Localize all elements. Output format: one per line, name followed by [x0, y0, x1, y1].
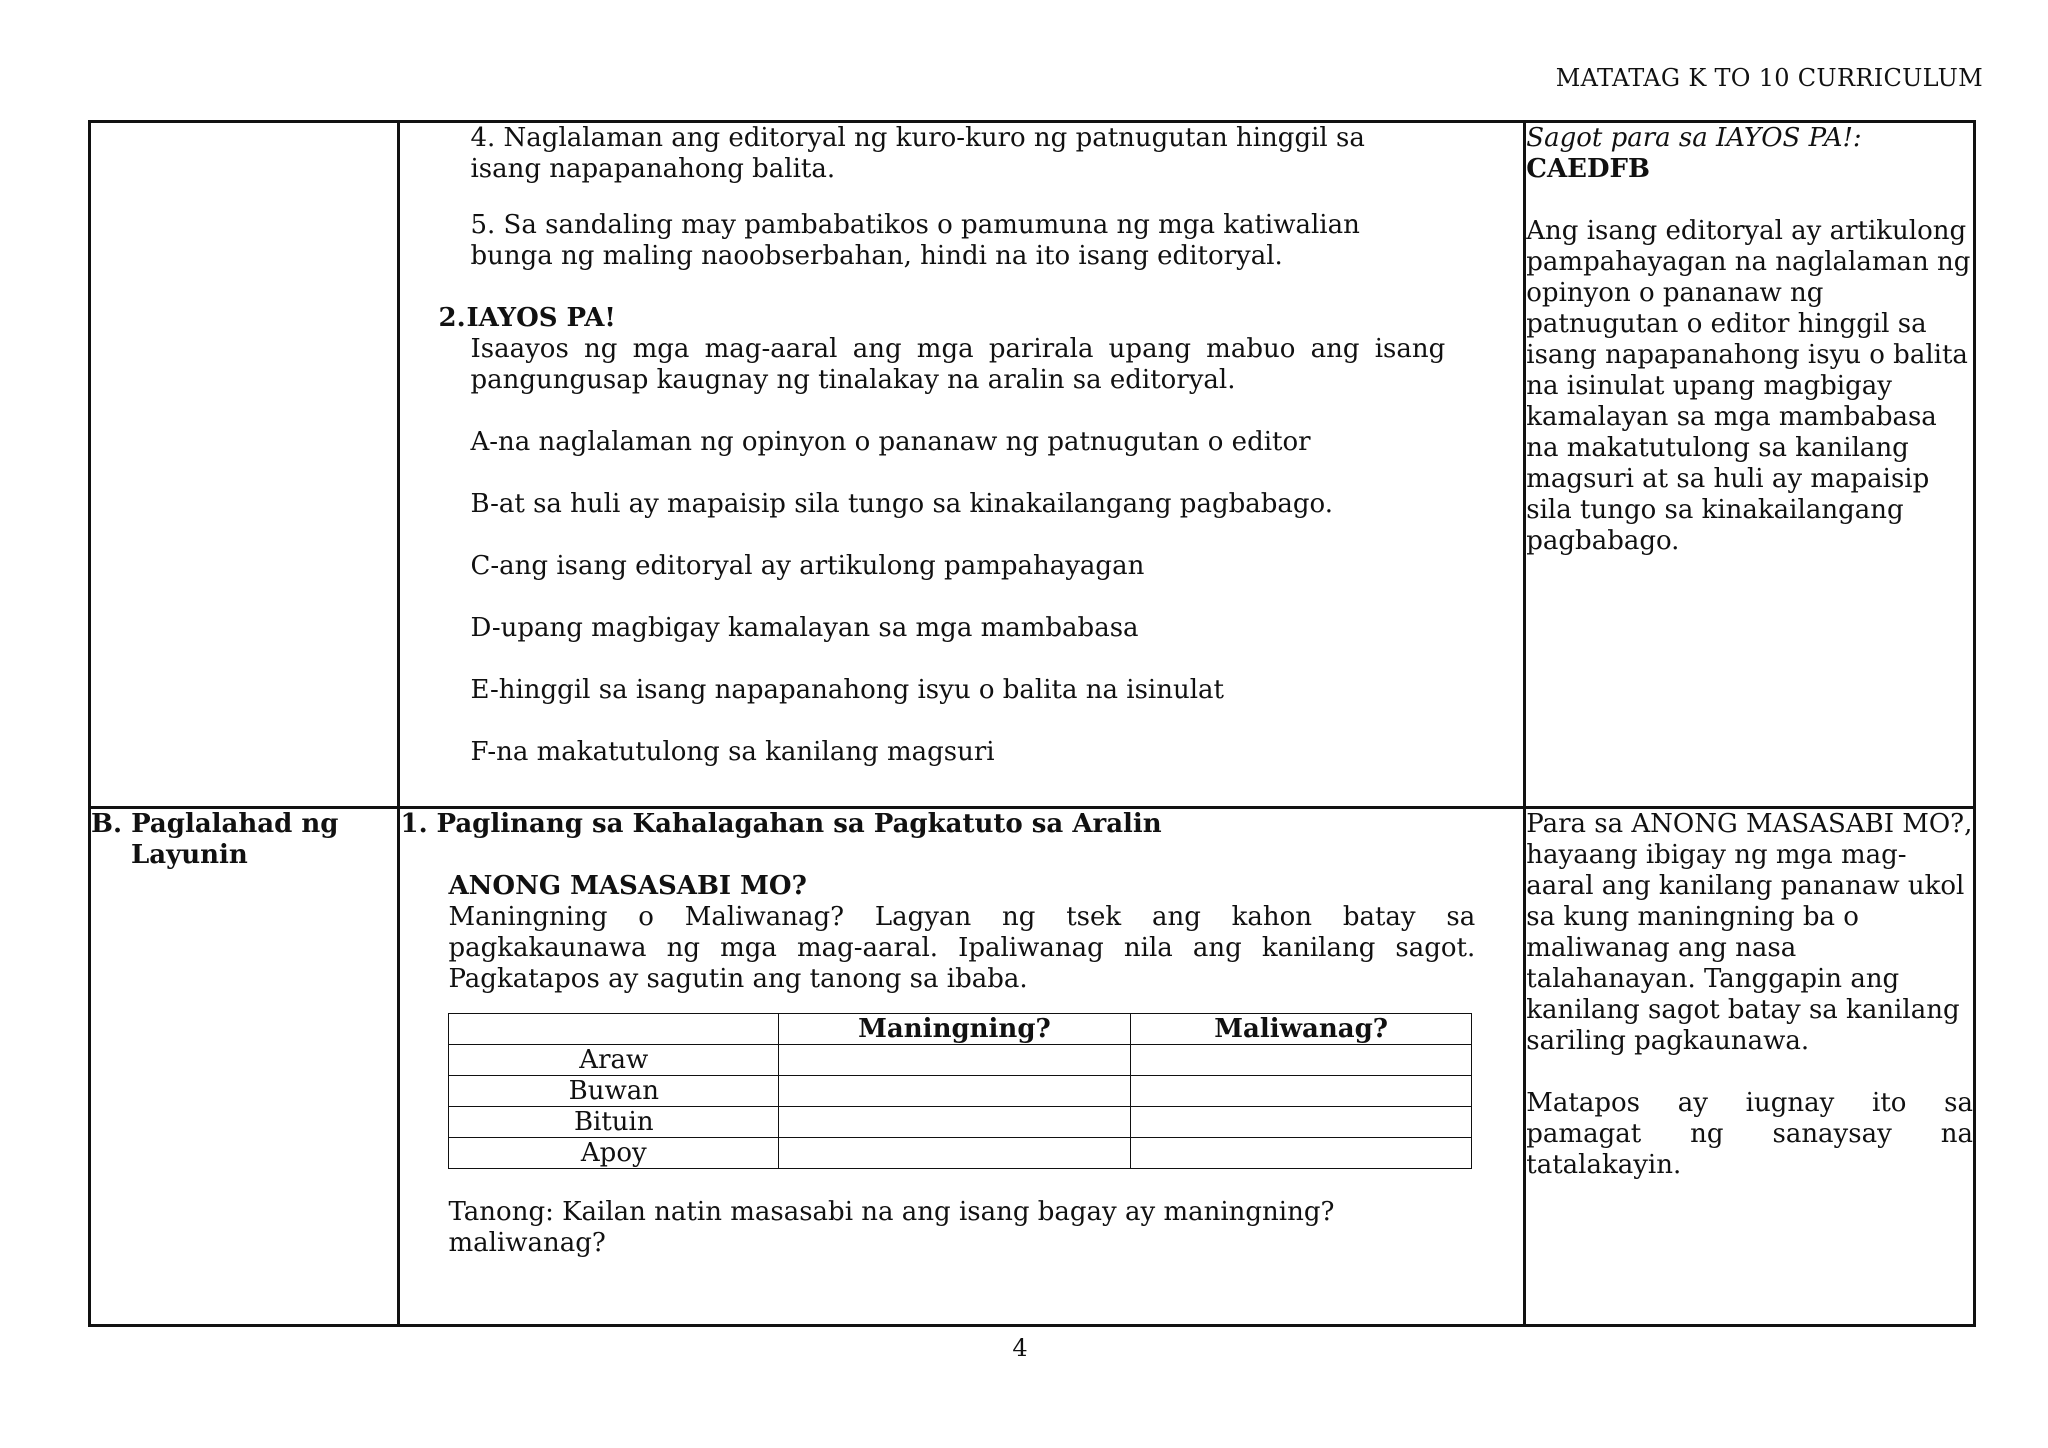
answer-explanation: Ang isang editoryal ay artikulong pampahayagan na naglalaman ng opinyon o pananaw ng patnugutan o editor hinggil sa isang napapanahong isyu o balita na isinulat upang magbigay kamalayan sa mga mambabasa na makatutulong sa kanilang magsuri at sa huli ay mapaisip sila tungo sa kinakailangang pagbabago.: [1526, 216, 1971, 556]
teacher-note: Para sa ANONG MASASABI MO?, hayaang ibigay ng mga mag-aaral ang kanilang pananaw ukol sa kung maningning ba o maliwanag ang nasa talahanayan. Tanggapin ang kanilang sagot batay sa kanilang sariling pagkaunawa.: [1526, 809, 1973, 1056]
section-number: 1.: [400, 809, 428, 839]
maningning-checkbox-cell[interactable]: [779, 1138, 1131, 1169]
table-row: [90, 808, 1975, 1326]
maningning-checkbox-cell[interactable]: [779, 1076, 1131, 1107]
section-label-cont: Layunin: [131, 840, 248, 870]
maliwanag-checkbox-cell[interactable]: [1130, 1138, 1472, 1169]
lesson-plan-table: [88, 120, 1976, 1327]
activity-title: ANONG MASASABI MO?: [448, 871, 807, 901]
section-title: IAYOS PA!: [466, 303, 616, 333]
table-row: [449, 1076, 1472, 1107]
activity-instructions: Maningning o Maliwanag? Lagyan ng tsek ang kahon batay sa pagkakaunawa ng mga mag-aaral. Ipaliwanag nila ang kanilang sagot. Pagkatapos ay sagutin ang tanong sa ibaba.: [448, 902, 1476, 994]
question: Tanong: Kailan natin masasabi na ang isang bagay ay maningning? maliwanag?: [448, 1197, 1335, 1258]
teacher-note-2: Matapos ay iugnay ito sa pamagat ng sanaysay na tatalakayin.: [1526, 1088, 1973, 1180]
statement-4: 4. Naglalaman ang editoryal ng kuro-kuro ng patnugutan hinggil sa isang napapanahong balita.: [470, 123, 1365, 184]
option-e: E-hinggil sa isang napapanahong isyu o balita na isinulat: [470, 675, 1224, 705]
option-d: D-upang magbigay kamalayan sa mga mambabasa: [470, 613, 1139, 643]
maliwanag-checkbox-cell[interactable]: [1130, 1076, 1472, 1107]
row1-right-cell: [1525, 122, 1975, 808]
section-title: Paglinang sa Kahalagahan sa Pagkatuto sa Aralin: [436, 809, 1162, 839]
maningning-checkbox-cell[interactable]: [779, 1107, 1131, 1138]
option-a: A-na naglalaman ng opinyon o pananaw ng patnugutan o editor: [470, 427, 1311, 457]
row-label: Bituin: [449, 1107, 779, 1138]
header-maliwanag: Maliwanag?: [1130, 1014, 1472, 1045]
answer-key: CAEDFB: [1526, 154, 1650, 184]
row-label: Araw: [449, 1045, 779, 1076]
check-table: [448, 1013, 1472, 1169]
row1-middle-cell: [399, 122, 1525, 808]
page-number: 4: [1012, 1334, 1028, 1362]
row1-left-cell: [90, 122, 399, 808]
row2-middle-cell: [399, 808, 1525, 1326]
maliwanag-checkbox-cell[interactable]: [1130, 1045, 1472, 1076]
section-number: 2.: [438, 303, 466, 333]
row-label: Apoy: [449, 1138, 779, 1169]
header-maningning: Maningning?: [779, 1014, 1131, 1045]
row2-left-cell: [90, 808, 399, 1326]
maningning-checkbox-cell[interactable]: [779, 1045, 1131, 1076]
instructions: Isaayos ng mga mag-aaral ang mga parirala upang mabuo ang isang pangungusap kaugnay ng tinalakay na aralin sa editoryal.: [470, 334, 1446, 395]
option-f: F-na makatutulong sa kanilang magsuri: [470, 737, 995, 767]
maliwanag-checkbox-cell[interactable]: [1130, 1107, 1472, 1138]
answer-label: Sagot para sa IAYOS PA!:: [1526, 123, 1862, 153]
statement-5: 5. Sa sandaling may pambabatikos o pamumuna ng mga katiwalian bunga ng maling naoobserbahan, hindi na ito isang editoryal.: [470, 210, 1360, 271]
curriculum-header: MATATAG K TO 10 CURRICULUM: [1555, 64, 1983, 92]
option-b: B-at sa huli ay mapaisip sila tungo sa kinakailangang pagbabago.: [470, 489, 1333, 519]
option-c: C-ang isang editoryal ay artikulong pampahayagan: [470, 551, 1145, 581]
row-label: Buwan: [449, 1076, 779, 1107]
section-label: B. Paglalahad ng: [91, 809, 339, 839]
table-row: [90, 122, 1975, 808]
table-row: [449, 1107, 1472, 1138]
table-row: [449, 1045, 1472, 1076]
row2-right-cell: [1525, 808, 1975, 1326]
header-blank: [449, 1014, 779, 1045]
table-row: [449, 1138, 1472, 1169]
table-header-row: [449, 1014, 1472, 1045]
